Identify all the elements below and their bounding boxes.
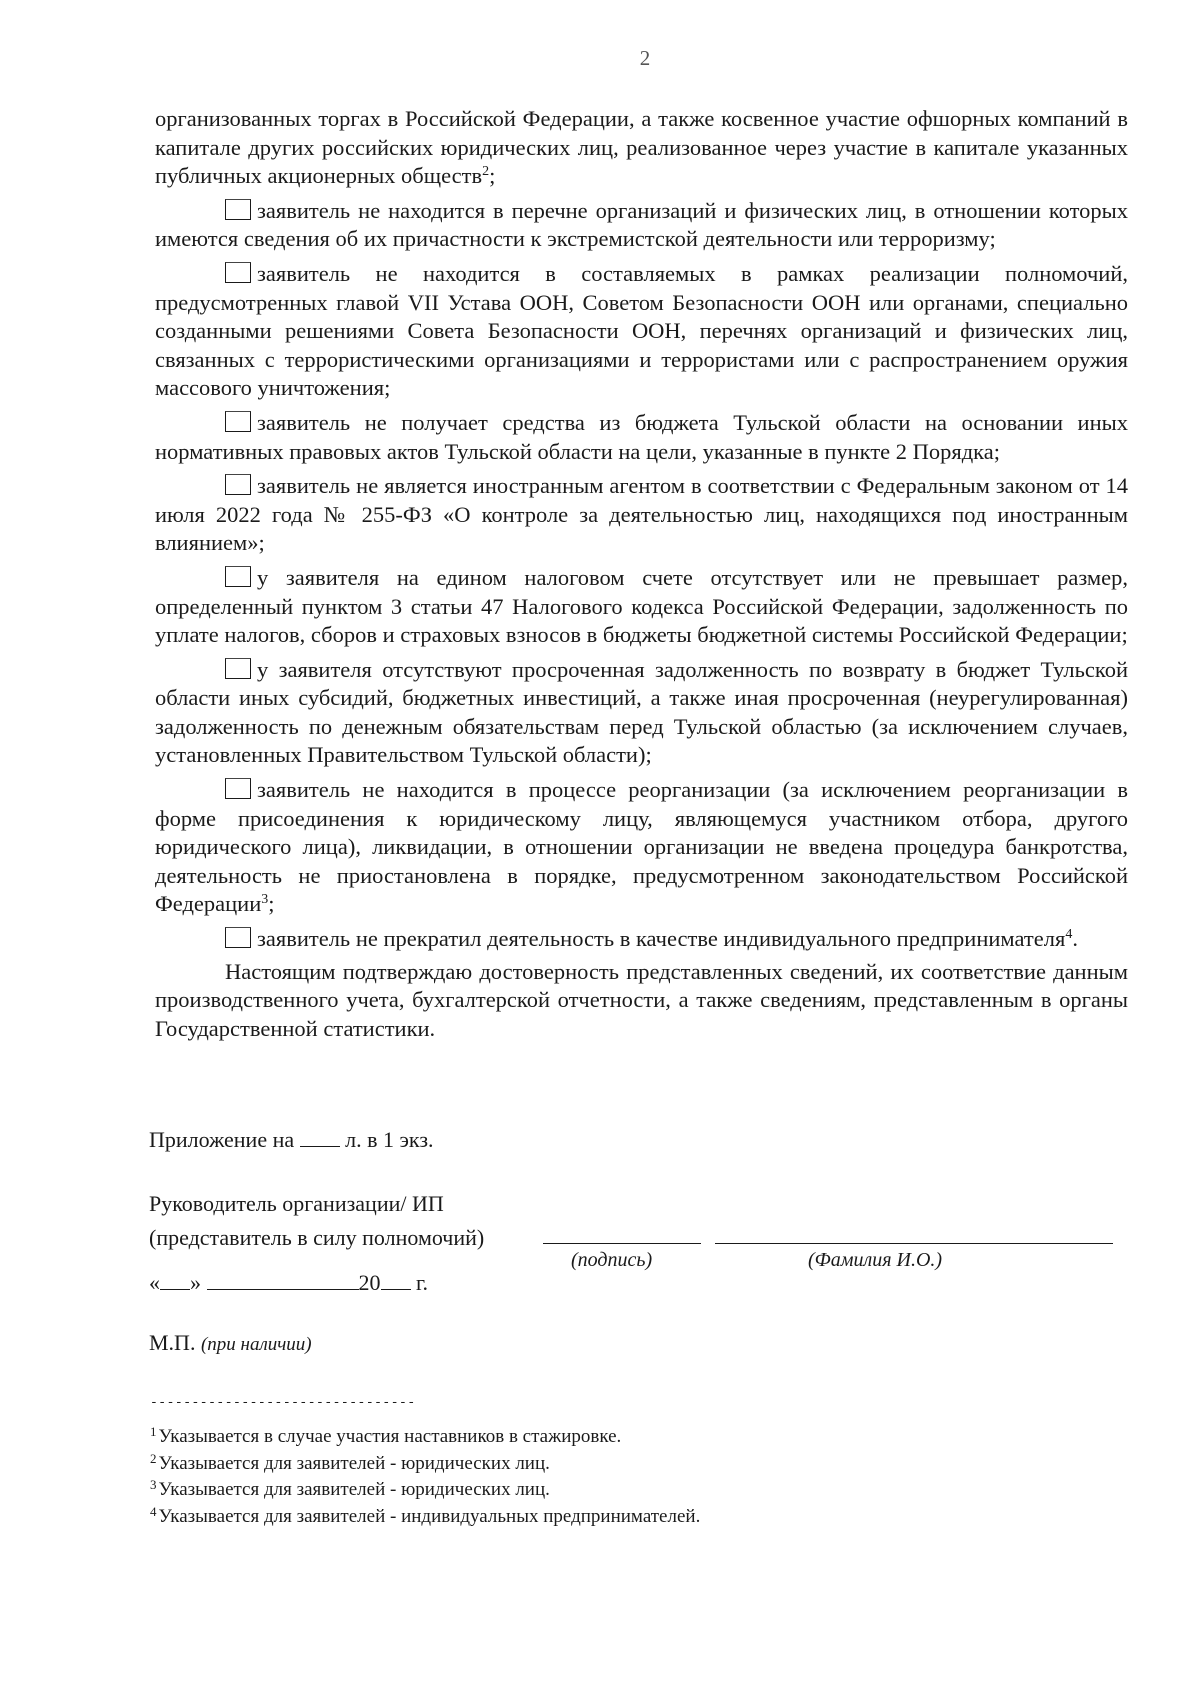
intro-text: организованных торгах в Российской Федерации, а также косвенное участие офшорных компаний в капитале других российских юридических лиц, реализованное через участие в капитале указанных публичных акционерных обществ [155, 106, 1128, 189]
footnote-ref: 2 [482, 164, 490, 180]
footnote-number: 4 [150, 1503, 157, 1519]
check-item-1 [155, 197, 1128, 254]
punctuation: ; [268, 891, 275, 917]
footnote-text: Указывается в случае участия наставников в стажировке. [158, 1426, 622, 1447]
check-item-3 [155, 409, 1128, 466]
signature-caption: (подпись) [571, 1249, 653, 1271]
checkbox[interactable] [225, 411, 251, 432]
check-item-text: заявитель не прекратил деятельность в качестве индивидуального предпринимателя [257, 926, 1066, 952]
year-suffix: г. [416, 1270, 429, 1295]
check-item-6 [155, 656, 1128, 770]
quote-open: « [149, 1270, 160, 1295]
stamp-line [149, 1330, 312, 1356]
name-caption: (Фамилия И.О.) [808, 1249, 943, 1271]
footnote-text: Указывается для заявителей - индивидуальных предпринимателей. [158, 1505, 701, 1527]
page-number: 2 [639, 46, 651, 70]
signatory-subtitle: (представитель в силу полномочий) [149, 1225, 485, 1250]
checkbox[interactable] [225, 199, 251, 220]
check-item-text: заявитель не находится в составляемых в рамках реализации полномочий, предусмотренных главой VII Устава ООН, Советом Безопасности ООН или органами, специально созданными решениями Совета Безопасности ООН, перечнях организаций и физических лиц, связанных с террористическими организациями и террористами или с распространением оружия массового уничтожения; [155, 260, 1128, 401]
check-item-text: заявитель не получает средства из бюджета Тульской области на основании иных нормативных правовых актов Тульской области на цели, указанные в пункте 2 Порядка; [155, 409, 1128, 464]
footnote-text: Указывается для заявителей - юридических лиц. [158, 1479, 550, 1500]
signature-field[interactable] [543, 1243, 701, 1244]
footnotes [150, 1424, 700, 1530]
footnote-number: 3 [150, 1477, 157, 1492]
date-line [149, 1270, 428, 1296]
check-item-7 [155, 776, 1128, 919]
footnote-text: Указывается для заявителей - юридических лиц. [158, 1452, 550, 1474]
year-prefix: 20 [358, 1270, 381, 1295]
check-item-2 [155, 260, 1128, 403]
check-item-8 [155, 925, 1128, 954]
signatory-block [149, 1187, 484, 1255]
intro-paragraph: организованных торгах в Российской Федерации, а также косвенное участие офшорных компаний в капитале других российских юридических лиц, реализованное через участие в капитале указанных публичных акционерных обществ$^2$; [155, 106, 1128, 189]
stamp-note: (при наличии) [200, 1334, 312, 1355]
check-item-text: у заявителя отсутствуют просроченная задолженность по возврату в бюджет Тульской области иных субсидий, бюджетных инвестиций, а также иная просроченная (неурегулированная) задолженность по денежным обязательствам перед Тульской областью (за исключением случаев, установленных Правительством Тульской области); [155, 656, 1128, 768]
document-body [155, 105, 1128, 1043]
check-item-text: заявитель не находится в перечне организаций и физических лиц, в отношении которых имеются сведения об их причастности к экстремистской деятельности или терроризму; [155, 197, 1128, 252]
footnote-number: 1 [150, 1424, 157, 1439]
footnote-number: 2 [150, 1450, 157, 1466]
checkbox[interactable] [225, 474, 251, 495]
check-item-5 [155, 564, 1128, 650]
check-item-text: заявитель не является иностранным агентом в соответствии с Федеральным законом от 14 июля 2022 года № 255-ФЗ «О контроле за деятельностью лиц, находящихся под иностранным влиянием»; [155, 473, 1128, 556]
check-item-text: у заявителя на едином налоговом счете отсутствует или не превышает размер, определенный пунктом 3 статьи 47 Налогового кодекса Российской Федерации, задолженность по уплате налогов, сборов и страховых взносов в бюджеты бюджетной системы Российской Федерации; [155, 564, 1128, 648]
quote-close: » [190, 1270, 201, 1295]
stamp-label: М.П. [149, 1330, 196, 1355]
closing-paragraph: Настоящим подтверждаю достоверность представленных сведений, их соответствие данным производственного учета, бухгалтерской отчетности, а также сведениям, представленным в органы Государственной статистики. [155, 958, 1128, 1041]
footnote [150, 1477, 700, 1504]
check-item-4 [155, 472, 1128, 558]
month-field[interactable] [207, 1273, 359, 1290]
checkbox[interactable] [225, 262, 251, 283]
attachment-suffix: л. в 1 экз. [345, 1127, 434, 1152]
checkbox[interactable] [225, 658, 251, 679]
footnote-ref: 3 [261, 892, 269, 908]
footnote-separator: -------------------------------- [150, 1395, 416, 1410]
footnote [150, 1451, 700, 1478]
attachment-count-field[interactable] [300, 1130, 340, 1147]
footnote-ref: 4 [1065, 927, 1073, 943]
check-item-text: заявитель не находится в процессе реорганизации (за исключением реорганизации в форме присоединения к юридическому лицу, являющемуся участником отбора, другого юридического лица), ликвидации, в отношении организации не введена процедура банкротства, деятельность не приостановлена в порядке, предусмотренном законодательством Российской Федерации [155, 777, 1128, 917]
year-field[interactable] [381, 1273, 411, 1290]
attachment-label: Приложение на [149, 1127, 295, 1152]
signatory-title: Руководитель организации/ ИП [149, 1191, 444, 1216]
checkbox[interactable] [225, 927, 251, 948]
punctuation: . [1072, 926, 1078, 952]
footnote [150, 1424, 700, 1451]
attachment-line [149, 1127, 434, 1153]
full-name-field[interactable] [715, 1243, 1113, 1244]
day-field[interactable] [160, 1273, 190, 1290]
checkbox[interactable] [225, 566, 251, 587]
checkbox[interactable] [225, 778, 251, 799]
footnote [150, 1504, 700, 1531]
